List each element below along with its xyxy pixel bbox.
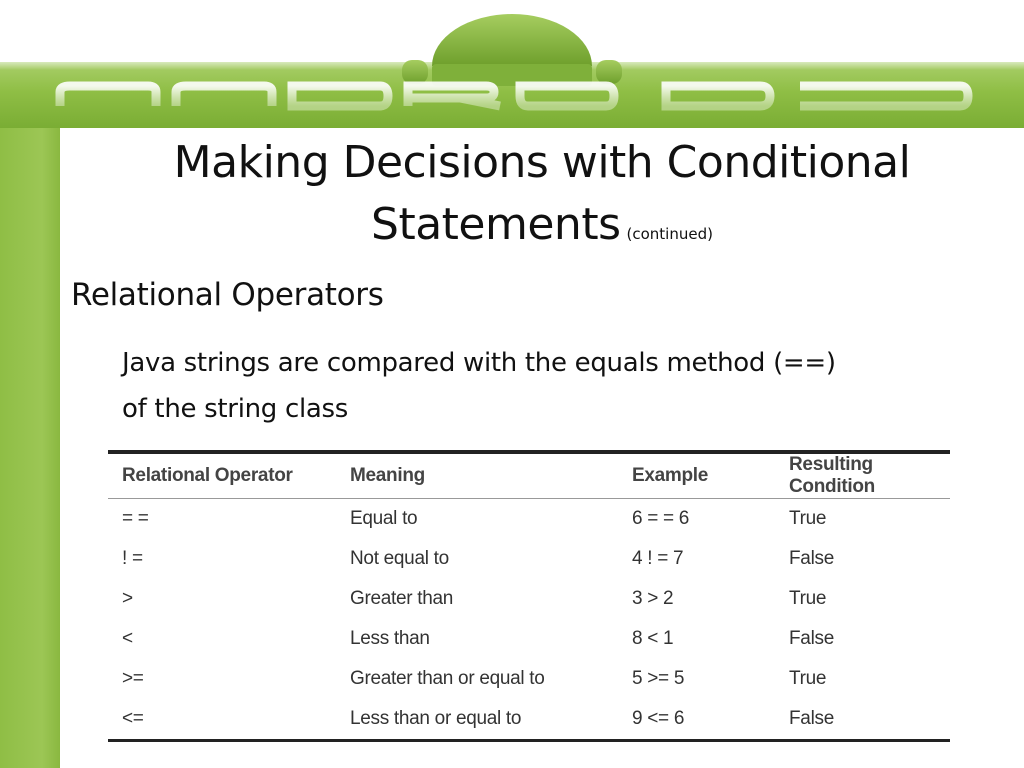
cell-example: 3 > 2: [632, 588, 674, 609]
section-heading: Relational Operators: [71, 277, 384, 313]
cell-operator: >=: [122, 668, 144, 689]
cell-operator: <: [122, 628, 133, 649]
cell-operator: ! =: [122, 548, 143, 569]
cell-example: 6 = = 6: [632, 508, 690, 529]
header-cell-operator: Relational Operator: [108, 454, 336, 499]
cell-meaning: Equal to: [350, 508, 418, 529]
cell-meaning: Less than: [350, 628, 430, 649]
title-continued-note: (continued): [626, 225, 713, 243]
table-row: [108, 579, 950, 619]
cell-result: False: [789, 708, 834, 729]
slide-title: [100, 132, 984, 265]
title-line-1: Making Decisions with Conditional: [173, 137, 911, 188]
cell-result: True: [789, 508, 827, 529]
cell-meaning: Greater than: [350, 588, 454, 609]
cell-operator: = =: [122, 508, 149, 529]
cell-operator: >: [122, 588, 133, 609]
cell-meaning: Less than or equal to: [350, 708, 522, 729]
cell-meaning: Not equal to: [350, 548, 449, 569]
android-robot-icon: [402, 14, 622, 86]
cell-operator: <=: [122, 708, 144, 729]
body-line-2: of the string class: [122, 394, 349, 424]
body-line-1: Java strings are compared with the equals method (==): [122, 348, 836, 378]
table-row: [108, 539, 950, 579]
header-cell-example: Example: [618, 454, 775, 499]
cell-example: 9 <= 6: [632, 708, 685, 729]
table-row: [108, 659, 950, 699]
header-banner: [0, 0, 1024, 128]
cell-example: 8 < 1: [632, 628, 674, 649]
android-wordmark-letters: [60, 86, 968, 106]
cell-result: True: [789, 588, 827, 609]
body-text: [122, 340, 1017, 432]
table-row: [108, 699, 950, 739]
cell-result: False: [789, 628, 834, 649]
relational-operators-table: [108, 450, 950, 742]
cell-example: 5 >= 5: [632, 668, 685, 689]
operators-table: [108, 454, 950, 739]
table-row: [108, 619, 950, 659]
cell-result: False: [789, 548, 834, 569]
header-cell-meaning: Meaning: [336, 454, 618, 499]
header-cell-result: Resulting Condition: [775, 454, 950, 499]
cell-example: 4 ! = 7: [632, 548, 684, 569]
table-header-row: [108, 454, 950, 499]
left-accent-bar: [0, 128, 60, 768]
table-row: [108, 499, 950, 540]
android-wordmark-logo: [0, 0, 1024, 128]
title-line-2: [100, 194, 984, 265]
cell-result: True: [789, 668, 827, 689]
title-line-2-text: Statements: [371, 199, 621, 250]
cell-meaning: Greater than or equal to: [350, 668, 545, 689]
